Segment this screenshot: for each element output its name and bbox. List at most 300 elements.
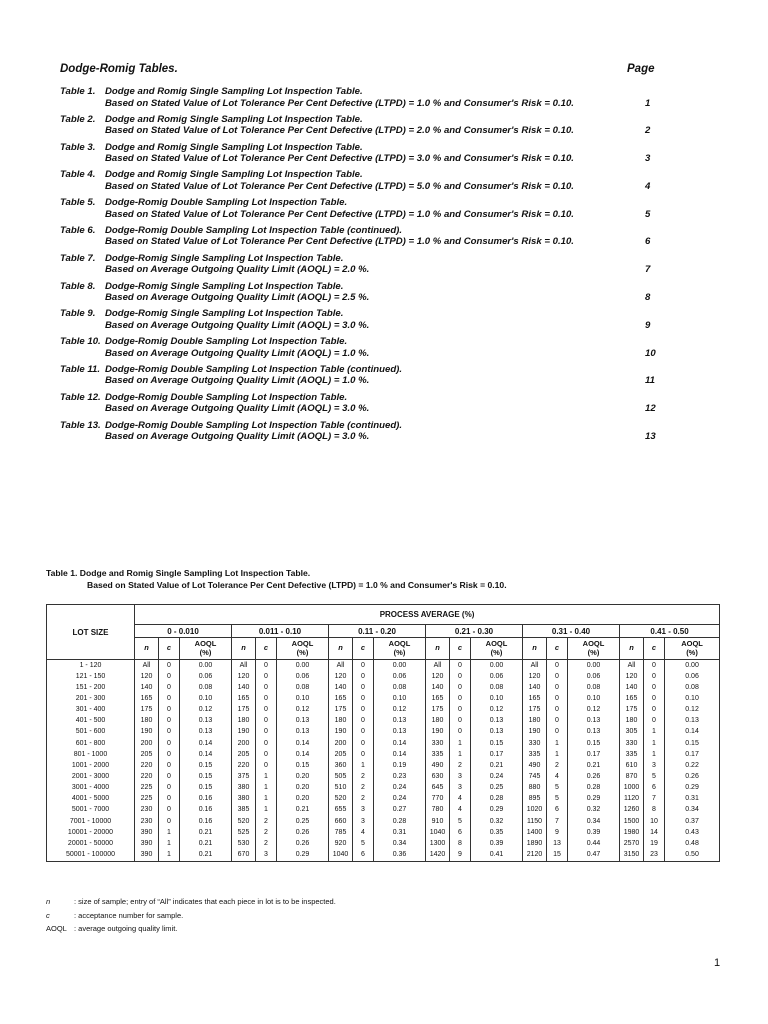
footnotes bbox=[46, 897, 646, 938]
c-cell: 2 bbox=[256, 838, 277, 849]
n-cell: 360 bbox=[329, 760, 353, 771]
n-cell: 180 bbox=[135, 716, 159, 727]
n-cell: 175 bbox=[426, 705, 450, 716]
n-cell: 180 bbox=[620, 716, 644, 727]
aoql-cell: 0.06 bbox=[568, 671, 620, 682]
aoql-cell: 0.29 bbox=[277, 849, 329, 861]
aoql-cell: 0.13 bbox=[180, 727, 232, 738]
n-cell: 190 bbox=[523, 727, 547, 738]
c-cell: 10 bbox=[644, 816, 665, 827]
c-cell: 7 bbox=[547, 816, 568, 827]
n-cell: 390 bbox=[135, 838, 159, 849]
n-cell: 610 bbox=[620, 760, 644, 771]
n-header: n bbox=[523, 638, 547, 660]
toc-table-number: Table 5. bbox=[60, 197, 96, 209]
aoql-header bbox=[277, 638, 329, 660]
toc-subtitle-line: Based on Stated Value of Lot Tolerance Per Cent Defective (LTPD) = 1.0 % and Consumer's Risk = 0.10. bbox=[105, 208, 574, 220]
aoql-cell: 0.13 bbox=[471, 727, 523, 738]
c-cell: 0 bbox=[256, 760, 277, 771]
aoql-cell: 0.34 bbox=[374, 838, 426, 849]
aoql-cell: 0.14 bbox=[277, 749, 329, 760]
n-cell: 205 bbox=[135, 749, 159, 760]
aoql-cell: 0.39 bbox=[471, 838, 523, 849]
c-cell: 0 bbox=[450, 727, 471, 738]
n-cell: 165 bbox=[620, 693, 644, 704]
n-cell: 1260 bbox=[620, 805, 644, 816]
toc-page-number: 7 bbox=[645, 264, 651, 276]
footnote-text: : acceptance number for sample. bbox=[74, 910, 184, 920]
n-cell: 530 bbox=[232, 838, 256, 849]
table-row bbox=[47, 716, 720, 727]
c-cell: 3 bbox=[450, 783, 471, 794]
n-cell: 1400 bbox=[523, 827, 547, 838]
aoql-header-unit: (%) bbox=[490, 647, 503, 657]
aoql-cell: 0.21 bbox=[471, 760, 523, 771]
c-cell: 0 bbox=[159, 716, 180, 727]
n-cell: All bbox=[135, 660, 159, 672]
toc-subtitle-line: Based on Average Outgoing Quality Limit (AOQL) = 2.5 %. bbox=[105, 292, 370, 304]
toc-title-line: Dodge-Romig Single Sampling Lot Inspection Table. bbox=[105, 280, 344, 292]
n-cell: 180 bbox=[523, 716, 547, 727]
toc-page-number: 8 bbox=[645, 292, 651, 304]
c-cell: 1 bbox=[353, 760, 374, 771]
n-cell: 175 bbox=[135, 705, 159, 716]
aoql-cell: 0.21 bbox=[568, 760, 620, 771]
aoql-cell: 0.20 bbox=[277, 771, 329, 782]
aoql-cell: 0.43 bbox=[665, 827, 720, 838]
toc-subtitle-line: Based on Average Outgoing Quality Limit (AOQL) = 3.0 %. bbox=[105, 431, 370, 443]
aoql-cell: 0.25 bbox=[277, 816, 329, 827]
c-header: c bbox=[353, 638, 374, 660]
c-cell: 2 bbox=[256, 816, 277, 827]
n-cell: 1040 bbox=[426, 827, 450, 838]
c-cell: 7 bbox=[644, 794, 665, 805]
footnote-text: : size of sample; entry of “All” indicates that each piece in lot is to be inspected. bbox=[74, 897, 336, 906]
aoql-header-unit: (%) bbox=[199, 647, 212, 657]
aoql-cell: 0.48 bbox=[665, 838, 720, 849]
aoql-cell: 0.29 bbox=[665, 783, 720, 794]
c-cell: 23 bbox=[644, 849, 665, 861]
toc-table-number: Table 10. bbox=[60, 336, 101, 348]
caption-line-1: Table 1. Dodge and Romig Single Sampling Lot Inspection Table. bbox=[46, 568, 311, 578]
c-cell: 2 bbox=[353, 771, 374, 782]
aoql-cell: 0.26 bbox=[568, 771, 620, 782]
c-cell: 0 bbox=[644, 682, 665, 693]
aoql-cell: 0.08 bbox=[471, 682, 523, 693]
c-cell: 0 bbox=[644, 705, 665, 716]
table-caption bbox=[46, 567, 726, 591]
c-cell: 1 bbox=[644, 738, 665, 749]
aoql-header-unit: (%) bbox=[393, 647, 406, 657]
lot-size-cell: 3001 - 4000 bbox=[47, 783, 135, 794]
toc-subtitle-line: Based on Stated Value of Lot Tolerance Per Cent Defective (LTPD) = 5.0 % and Consumer's Risk = 0.10. bbox=[105, 180, 574, 192]
aoql-cell: 0.36 bbox=[374, 849, 426, 861]
c-cell: 0 bbox=[353, 705, 374, 716]
aoql-cell: 0.20 bbox=[277, 783, 329, 794]
aoql-cell: 0.16 bbox=[180, 805, 232, 816]
c-cell: 0 bbox=[450, 671, 471, 682]
aoql-cell: 0.15 bbox=[471, 738, 523, 749]
toc-table-number: Table 8. bbox=[60, 280, 96, 292]
toc-table-number: Table 13. bbox=[60, 419, 101, 431]
table-row bbox=[47, 794, 720, 805]
toc-title-line: Dodge and Romig Single Sampling Lot Inspection Table. bbox=[105, 86, 363, 97]
footnote bbox=[46, 897, 646, 911]
c-cell: 3 bbox=[353, 816, 374, 827]
n-cell: 870 bbox=[620, 771, 644, 782]
range-header: 0.41 - 0.50 bbox=[620, 625, 720, 638]
c-cell: 6 bbox=[547, 805, 568, 816]
aoql-cell: 0.14 bbox=[374, 749, 426, 760]
c-cell: 4 bbox=[547, 771, 568, 782]
n-cell: 330 bbox=[523, 738, 547, 749]
table-row bbox=[47, 749, 720, 760]
c-cell: 0 bbox=[547, 671, 568, 682]
c-cell: 1 bbox=[644, 727, 665, 738]
toc-entry bbox=[60, 86, 660, 114]
aoql-cell: 0.29 bbox=[471, 805, 523, 816]
n-header: n bbox=[232, 638, 256, 660]
n-cell: 175 bbox=[232, 705, 256, 716]
aoql-header bbox=[568, 638, 620, 660]
aoql-cell: 0.15 bbox=[180, 783, 232, 794]
c-cell: 0 bbox=[159, 705, 180, 716]
lot-size-cell: 20001 - 50000 bbox=[47, 838, 135, 849]
toc-table-number: Table 1. bbox=[60, 86, 96, 97]
aoql-cell: 0.24 bbox=[374, 794, 426, 805]
aoql-cell: 0.28 bbox=[374, 816, 426, 827]
c-cell: 3 bbox=[450, 771, 471, 782]
aoql-cell: 0.22 bbox=[665, 760, 720, 771]
c-cell: 4 bbox=[353, 827, 374, 838]
n-cell: 140 bbox=[523, 682, 547, 693]
aoql-cell: 0.28 bbox=[471, 794, 523, 805]
c-cell: 2 bbox=[547, 760, 568, 771]
aoql-cell: 0.13 bbox=[277, 716, 329, 727]
aoql-cell: 0.14 bbox=[180, 749, 232, 760]
aoql-header-label: AOQL bbox=[291, 639, 314, 648]
c-cell: 0 bbox=[353, 693, 374, 704]
aoql-cell: 0.00 bbox=[568, 660, 620, 672]
c-cell: 8 bbox=[450, 838, 471, 849]
range-header: 0.11 - 0.20 bbox=[329, 625, 426, 638]
aoql-cell: 0.13 bbox=[568, 727, 620, 738]
aoql-cell: 0.20 bbox=[277, 794, 329, 805]
lot-size-cell: 5001 - 7000 bbox=[47, 805, 135, 816]
aoql-cell: 0.10 bbox=[374, 693, 426, 704]
aoql-header-unit: (%) bbox=[587, 647, 600, 657]
n-cell: 1020 bbox=[523, 805, 547, 816]
aoql-header-label: AOQL bbox=[485, 639, 508, 648]
aoql-cell: 0.08 bbox=[277, 682, 329, 693]
n-cell: 330 bbox=[426, 738, 450, 749]
toc-entry bbox=[60, 114, 660, 142]
aoql-cell: 0.10 bbox=[180, 693, 232, 704]
n-cell: 205 bbox=[232, 749, 256, 760]
aoql-header-label: AOQL bbox=[194, 639, 217, 648]
aoql-cell: 0.14 bbox=[180, 738, 232, 749]
aoql-cell: 0.15 bbox=[277, 760, 329, 771]
range-header: 0.21 - 0.30 bbox=[426, 625, 523, 638]
c-cell: 0 bbox=[159, 816, 180, 827]
n-cell: 780 bbox=[426, 805, 450, 816]
table-row bbox=[47, 849, 720, 861]
n-cell: 920 bbox=[329, 838, 353, 849]
n-cell: 490 bbox=[523, 760, 547, 771]
aoql-cell: 0.26 bbox=[277, 838, 329, 849]
toc-page-number: 6 bbox=[645, 236, 651, 248]
aoql-header-label: AOQL bbox=[388, 639, 411, 648]
toc-page-number: 1 bbox=[645, 97, 651, 109]
aoql-cell: 0.10 bbox=[471, 693, 523, 704]
c-cell: 1 bbox=[159, 827, 180, 838]
aoql-cell: 0.27 bbox=[374, 805, 426, 816]
aoql-cell: 0.00 bbox=[277, 660, 329, 672]
toc-title-line: Dodge-Romig Double Sampling Lot Inspection Table (continued). bbox=[105, 363, 403, 375]
c-cell: 0 bbox=[256, 693, 277, 704]
table-of-contents bbox=[60, 86, 660, 447]
aoql-header-unit: (%) bbox=[686, 647, 698, 657]
aoql-cell: 0.06 bbox=[665, 671, 720, 682]
c-cell: 0 bbox=[353, 738, 374, 749]
toc-entry bbox=[60, 308, 660, 336]
n-cell: 140 bbox=[135, 682, 159, 693]
lot-size-cell: 201 - 300 bbox=[47, 693, 135, 704]
n-cell: 120 bbox=[135, 671, 159, 682]
n-cell: All bbox=[620, 660, 644, 672]
n-cell: 1500 bbox=[620, 816, 644, 827]
toc-table-number: Table 11. bbox=[60, 363, 100, 375]
n-cell: All bbox=[426, 660, 450, 672]
c-cell: 0 bbox=[353, 716, 374, 727]
n-cell: 200 bbox=[329, 738, 353, 749]
n-cell: 220 bbox=[135, 771, 159, 782]
toc-entry bbox=[60, 420, 660, 448]
n-cell: 175 bbox=[620, 705, 644, 716]
c-cell: 1 bbox=[256, 805, 277, 816]
aoql-cell: 0.16 bbox=[180, 816, 232, 827]
aoql-cell: 0.13 bbox=[665, 716, 720, 727]
c-cell: 2 bbox=[450, 760, 471, 771]
c-cell: 4 bbox=[450, 805, 471, 816]
toc-page-number: 13 bbox=[645, 431, 656, 443]
n-cell: 1300 bbox=[426, 838, 450, 849]
aoql-header bbox=[374, 638, 426, 660]
aoql-cell: 0.21 bbox=[180, 849, 232, 861]
aoql-cell: 0.06 bbox=[471, 671, 523, 682]
n-cell: 190 bbox=[329, 727, 353, 738]
c-cell: 15 bbox=[547, 849, 568, 861]
toc-title-line: Dodge-Romig Double Sampling Lot Inspection Table (continued). bbox=[105, 224, 403, 236]
c-cell: 2 bbox=[353, 794, 374, 805]
n-cell: 120 bbox=[329, 671, 353, 682]
n-cell: 520 bbox=[232, 816, 256, 827]
toc-page-number: 11 bbox=[645, 375, 655, 387]
toc-subtitle-line: Based on Average Outgoing Quality Limit (AOQL) = 2.0 %. bbox=[105, 264, 370, 276]
aoql-cell: 0.13 bbox=[277, 727, 329, 738]
toc-table-number: Table 12. bbox=[60, 391, 101, 403]
toc-title-line: Dodge-Romig Double Sampling Lot Inspection Table. bbox=[105, 197, 348, 209]
toc-title-line: Dodge and Romig Single Sampling Lot Inspection Table. bbox=[105, 169, 363, 181]
toc-title-line: Dodge-Romig Double Sampling Lot Inspection Table. bbox=[105, 336, 348, 348]
table-row bbox=[47, 805, 720, 816]
toc-title-line: Dodge-Romig Double Sampling Lot Inspection Table. bbox=[105, 391, 348, 403]
n-cell: 175 bbox=[329, 705, 353, 716]
toc-subtitle-line: Based on Average Outgoing Quality Limit (AOQL) = 1.0 %. bbox=[105, 375, 370, 387]
n-cell: 505 bbox=[329, 771, 353, 782]
toc-subtitle-line: Based on Average Outgoing Quality Limit (AOQL) = 3.0 %. bbox=[105, 319, 370, 331]
c-cell: 0 bbox=[547, 705, 568, 716]
toc-title: Dodge-Romig Tables. bbox=[60, 63, 178, 75]
c-cell: 0 bbox=[256, 705, 277, 716]
aoql-cell: 0.13 bbox=[374, 716, 426, 727]
lot-size-cell: 1 - 120 bbox=[47, 660, 135, 672]
toc-subtitle-line: Based on Stated Value of Lot Tolerance Per Cent Defective (LTPD) = 1.0 % and Consumer's Risk = 0.10. bbox=[105, 97, 574, 109]
n-cell: 330 bbox=[620, 738, 644, 749]
aoql-cell: 0.06 bbox=[374, 671, 426, 682]
toc-page-number: 3 bbox=[645, 153, 651, 165]
aoql-header bbox=[180, 638, 232, 660]
c-cell: 0 bbox=[159, 738, 180, 749]
aoql-cell: 0.34 bbox=[665, 805, 720, 816]
n-cell: 225 bbox=[135, 794, 159, 805]
c-cell: 0 bbox=[547, 660, 568, 672]
n-cell: 165 bbox=[426, 693, 450, 704]
aoql-cell: 0.44 bbox=[568, 838, 620, 849]
table-row bbox=[47, 827, 720, 838]
aoql-cell: 0.08 bbox=[665, 682, 720, 693]
n-cell: 200 bbox=[232, 738, 256, 749]
c-cell: 0 bbox=[256, 682, 277, 693]
c-cell: 5 bbox=[547, 794, 568, 805]
n-cell: 225 bbox=[135, 783, 159, 794]
c-cell: 0 bbox=[353, 660, 374, 672]
toc-title-line: Dodge-Romig Single Sampling Lot Inspection Table. bbox=[105, 308, 344, 320]
n-cell: 205 bbox=[329, 749, 353, 760]
c-cell: 0 bbox=[159, 693, 180, 704]
toc-table-number: Table 3. bbox=[60, 141, 96, 153]
c-cell: 3 bbox=[256, 849, 277, 861]
aoql-cell: 0.14 bbox=[277, 738, 329, 749]
aoql-cell: 0.06 bbox=[277, 671, 329, 682]
aoql-cell: 0.26 bbox=[665, 771, 720, 782]
c-cell: 1 bbox=[256, 771, 277, 782]
n-cell: 880 bbox=[523, 783, 547, 794]
c-cell: 6 bbox=[353, 849, 374, 861]
n-cell: 525 bbox=[232, 827, 256, 838]
c-cell: 5 bbox=[644, 771, 665, 782]
table-row bbox=[47, 705, 720, 716]
c-header: c bbox=[159, 638, 180, 660]
n-cell: 390 bbox=[135, 849, 159, 861]
aoql-cell: 0.17 bbox=[568, 749, 620, 760]
aoql-cell: 0.29 bbox=[568, 794, 620, 805]
n-cell: 230 bbox=[135, 816, 159, 827]
footnote bbox=[46, 911, 646, 925]
c-cell: 0 bbox=[450, 716, 471, 727]
toc-subtitle-line: Based on Average Outgoing Quality Limit (AOQL) = 3.0 %. bbox=[105, 403, 370, 415]
table-row bbox=[47, 727, 720, 738]
aoql-cell: 0.32 bbox=[471, 816, 523, 827]
aoql-cell: 0.25 bbox=[471, 783, 523, 794]
aoql-cell: 0.13 bbox=[471, 716, 523, 727]
n-cell: 1000 bbox=[620, 783, 644, 794]
aoql-cell: 0.12 bbox=[374, 705, 426, 716]
aoql-cell: 0.31 bbox=[665, 794, 720, 805]
n-cell: 335 bbox=[523, 749, 547, 760]
n-header: n bbox=[135, 638, 159, 660]
c-cell: 0 bbox=[450, 693, 471, 704]
lot-size-cell: 501 - 600 bbox=[47, 727, 135, 738]
aoql-cell: 0.17 bbox=[471, 749, 523, 760]
c-cell: 0 bbox=[159, 749, 180, 760]
n-cell: 390 bbox=[135, 827, 159, 838]
footnote bbox=[46, 924, 646, 938]
n-cell: 1890 bbox=[523, 838, 547, 849]
c-cell: 0 bbox=[159, 760, 180, 771]
n-cell: 120 bbox=[620, 671, 644, 682]
aoql-cell: 0.15 bbox=[180, 771, 232, 782]
n-cell: 660 bbox=[329, 816, 353, 827]
aoql-cell: 0.34 bbox=[568, 816, 620, 827]
range-header: 0 - 0.010 bbox=[135, 625, 232, 638]
aoql-cell: 0.21 bbox=[277, 805, 329, 816]
aoql-cell: 0.12 bbox=[180, 705, 232, 716]
n-cell: 520 bbox=[329, 794, 353, 805]
aoql-cell: 0.12 bbox=[665, 705, 720, 716]
c-cell: 9 bbox=[547, 827, 568, 838]
toc-page-number: 10 bbox=[645, 347, 656, 359]
toc-entry bbox=[60, 197, 660, 225]
n-cell: 1150 bbox=[523, 816, 547, 827]
toc-entry bbox=[60, 225, 660, 253]
n-cell: 630 bbox=[426, 771, 450, 782]
c-cell: 0 bbox=[450, 705, 471, 716]
aoql-cell: 0.13 bbox=[374, 727, 426, 738]
toc-title-line: Dodge-Romig Double Sampling Lot Inspection Table (continued). bbox=[105, 419, 403, 431]
n-cell: 335 bbox=[426, 749, 450, 760]
aoql-cell: 0.32 bbox=[568, 805, 620, 816]
aoql-cell: 0.06 bbox=[180, 671, 232, 682]
c-cell: 0 bbox=[159, 783, 180, 794]
n-cell: 745 bbox=[523, 771, 547, 782]
n-cell: 2570 bbox=[620, 838, 644, 849]
c-cell: 0 bbox=[256, 716, 277, 727]
n-cell: 220 bbox=[135, 760, 159, 771]
toc-title-line: Dodge-Romig Single Sampling Lot Inspection Table. bbox=[105, 252, 344, 264]
table-row bbox=[47, 816, 720, 827]
c-cell: 0 bbox=[159, 682, 180, 693]
toc-entry bbox=[60, 336, 660, 364]
range-header: 0.011 - 0.10 bbox=[232, 625, 329, 638]
aoql-cell: 0.12 bbox=[277, 705, 329, 716]
c-cell: 0 bbox=[159, 660, 180, 672]
c-cell: 0 bbox=[256, 727, 277, 738]
aoql-cell: 0.13 bbox=[180, 716, 232, 727]
c-cell: 0 bbox=[644, 660, 665, 672]
table-row bbox=[47, 671, 720, 682]
lot-size-cell: 121 - 150 bbox=[47, 671, 135, 682]
c-cell: 0 bbox=[450, 660, 471, 672]
c-cell: 5 bbox=[547, 783, 568, 794]
toc-page-number: 4 bbox=[645, 180, 651, 192]
n-cell: 120 bbox=[426, 671, 450, 682]
table-row bbox=[47, 738, 720, 749]
lot-size-header: LOT SIZE bbox=[47, 605, 135, 660]
aoql-header bbox=[471, 638, 523, 660]
lot-size-cell: 1001 - 2000 bbox=[47, 760, 135, 771]
n-cell: 180 bbox=[232, 716, 256, 727]
